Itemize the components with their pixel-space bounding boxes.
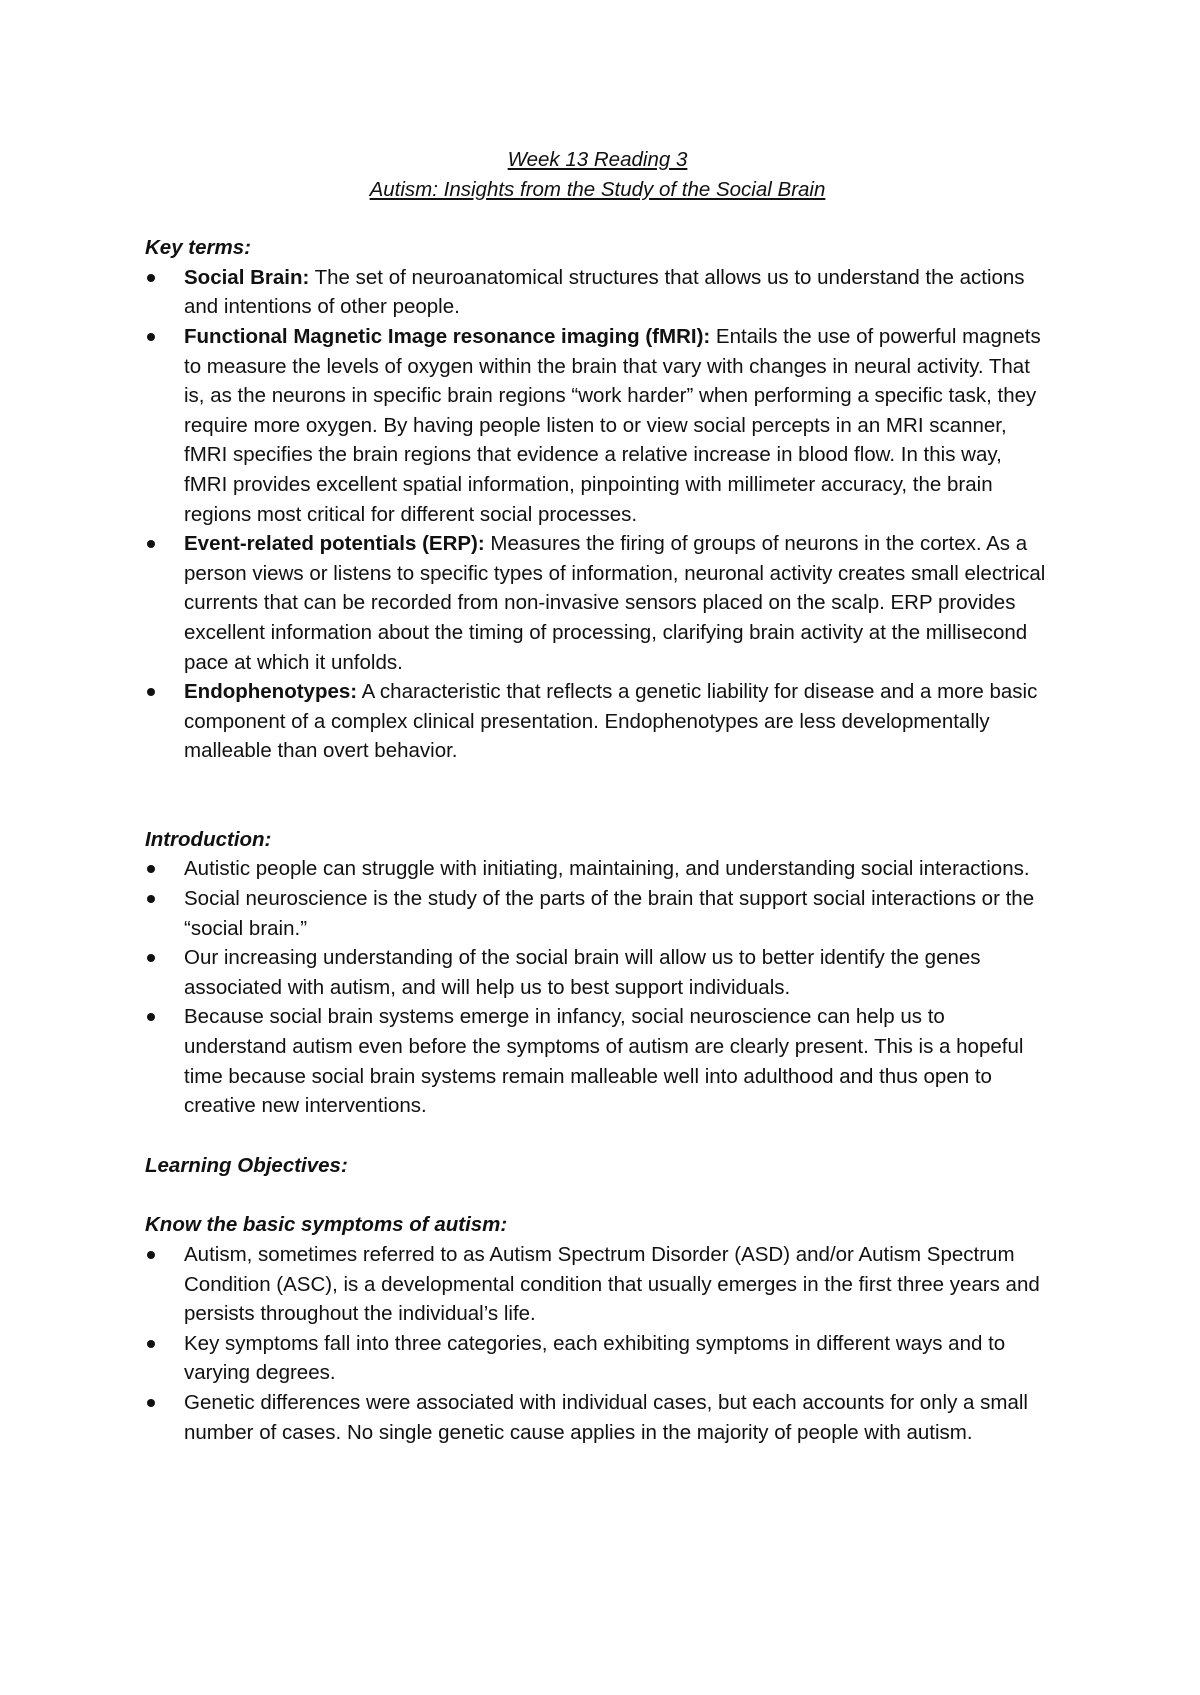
list-item: Because social brain systems emerge in infancy, social neuroscience can help us to understand autism even before the symptoms of autism are clearly present. This is a hopeful time because social brain systems remain malleable well into adulthood and thus open to creative new interventions. bbox=[145, 1002, 1050, 1120]
learning-objectives-heading: Learning Objectives: bbox=[145, 1153, 348, 1177]
list-item: Autistic people can struggle with initiating, maintaining, and understanding social interactions. bbox=[145, 854, 1050, 884]
section-spacer bbox=[145, 766, 1050, 825]
symptoms-heading: Know the basic symptoms of autism: bbox=[145, 1213, 508, 1237]
term-label: Endophenotypes: bbox=[184, 680, 358, 704]
list-item bbox=[145, 677, 1050, 766]
list-item bbox=[145, 322, 1050, 529]
document-subtitle: Autism: Insights from the Study of the Social Brain bbox=[369, 177, 826, 201]
list-item: Social neuroscience is the study of the parts of the brain that support social interactions or the “social brain.” bbox=[145, 884, 1050, 943]
term-definition: Entails the use of powerful magnets to measure the levels of oxygen within the brain that vary with changes in neural activity. That is, as the neurons in specific brain regions “work harder” when performing a specific task, they require more oxygen. By having people listen to or view social percepts in an MRI scanner, fMRI specifies the brain regions that evidence a relative increase in blood flow. In this way, fMRI provides excellent spatial information, pinpointing with millimeter accuracy, the brain regions most critical for different social processes. bbox=[184, 324, 1041, 526]
introduction-list bbox=[145, 854, 1050, 1120]
term-definition: The set of neuroanatomical structures that allows us to understand the actions and intentions of other people. bbox=[184, 265, 1025, 319]
term-label: Event-related potentials (ERP): bbox=[184, 532, 485, 556]
document-title: Week 13 Reading 3 bbox=[507, 148, 688, 171]
symptoms-list bbox=[145, 1240, 1050, 1447]
section-spacer bbox=[145, 1121, 1050, 1151]
term-label: Social Brain: bbox=[184, 265, 310, 289]
list-item bbox=[145, 529, 1050, 677]
list-item: Genetic differences were associated with individual cases, but each accounts for only a small number of cases. No single genetic cause applies in the majority of people with autism. bbox=[145, 1388, 1050, 1447]
key-terms-list bbox=[145, 263, 1050, 766]
list-item: Autism, sometimes referred to as Autism Spectrum Disorder (ASD) and/or Autism Spectrum Condition (ASC), is a developmental condition that usually emerges in the first three years and persists throughout the individual’s life. bbox=[145, 1240, 1050, 1329]
list-item: Key symptoms fall into three categories, each exhibiting symptoms in different ways and to varying degrees. bbox=[145, 1329, 1050, 1388]
introduction-heading: Introduction: bbox=[145, 827, 272, 851]
section-spacer bbox=[145, 1180, 1050, 1210]
list-item bbox=[145, 263, 1050, 322]
term-definition: A characteristic that reflects a genetic liability for disease and a more basic component of a complex clinical presentation. Endophenotypes are less developmentally malleable than overt behavior. bbox=[184, 680, 1038, 763]
list-item: Our increasing understanding of the social brain will allow us to better identify the genes associated with autism, and will help us to best support individuals. bbox=[145, 943, 1050, 1002]
term-label: Functional Magnetic Image resonance imaging (fMRI): bbox=[184, 324, 711, 348]
key-terms-heading: Key terms: bbox=[145, 236, 251, 260]
term-definition: Measures the firing of groups of neurons in the cortex. As a person views or listens to specific types of information, neuronal activity creates small electrical currents that can be recorded from non-invasive sensors placed on the scalp. ERP provides excellent information about the timing of processing, clarifying brain activity at the millisecond pace at which it unfolds. bbox=[184, 532, 1046, 674]
